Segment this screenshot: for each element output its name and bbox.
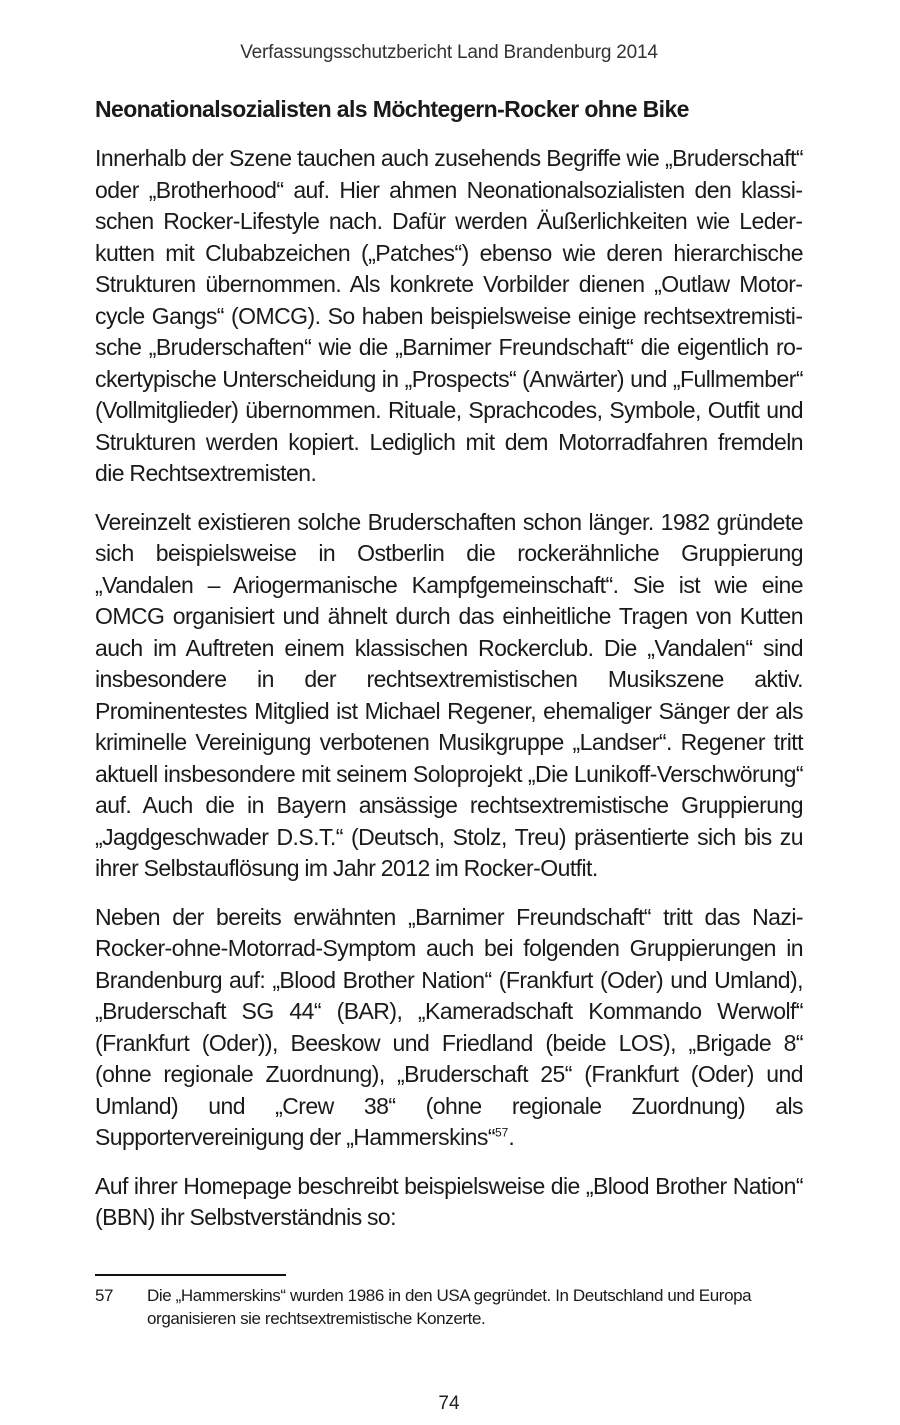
footnote [95,1284,803,1330]
section-heading: Neonationalsozialisten als Möchtegern-Rocker ohne Bike [95,96,689,122]
footnote-number: 57 [95,1286,114,1305]
body-text [95,143,803,1251]
footnote-separator [95,1274,286,1276]
paragraph-1: Innerhalb der Szene tauchen auch zusehends Begriffe wie „Bruderschaft“ oder „Brotherhood“ auf. Hier ahmen Neonationalsozialisten den klassischen Rocker-Lifestyle nach. Dafür werden Äußerlichkeiten wie Lederkutten mit Clubabzeichen („Patches“) ebenso wie deren hierarchische Strukturen übernommen. Als konkrete Vorbilder dienen „Outlaw Motorcycle Gangs“ (OMCG). So haben beispielsweise einige rechtsextremistische „Bruderschaften“ wie die „Barnimer Freundschaft“ die eigentlich rockertypische Unterscheidung in „Prospects“ (Anwärter) und „Fullmember“ (Vollmitglieder) übernommen. Rituale, Sprachcodes, Symbole, Outfit und Strukturen werden kopiert. Lediglich mit dem Motorradfahren fremdeln die Rechtsextremisten. [95,145,803,486]
document-page [95,0,803,1425]
paragraph-3-text: Neben der bereits erwähnten „Barnimer Freundschaft“ tritt das Nazi-Rocker-ohne-Motorrad-Symptom auch bei folgenden Gruppierungen in Brandenburg auf: „Blood Brother Nation“ (Frankfurt (Oder) und Umland), „Bruderschaft SG 44“ (BAR), „Kameradschaft Kommando Werwolf“ (Frankfurt (Oder)), Beeskow und Friedland (beide LOS), „Brigade 8“ (ohne regionale Zuordnung), „Bruderschaft 25“ (Frankfurt (Oder) und Umland) und „Crew 38“ (ohne regionale Zuordnung) als Supportervereinigung der „Hammerskins“ [95,903,803,1150]
paragraph-3 [95,902,803,1154]
footnote-reference[interactable]: 57 [494,1125,509,1140]
paragraph-4: Auf ihrer Homepage beschreibt beispielsweise die „Blood Brother Nation“ (BBN) ihr Selbstverständnis so: [95,1172,803,1230]
paragraph-3-tail: . [508,1124,515,1150]
running-header: Verfassungsschutzbericht Land Brandenburg 2014 [240,42,658,63]
paragraph-2: Vereinzelt existieren solche Bruderschaften schon länger. 1982 gründete sich beispielsweise in Ostberlin die rockerähnliche Gruppierung „Vandalen – Ariogermanische Kampfgemeinschaft“. Sie ist wie eine OMCG organisiert und ähnelt durch das einheitliche Tragen von Kutten auch im Auftreten einem klassischen Rockerclub. Die „Vandalen“ sind insbesondere in der rechtsextremistischen Musikszene aktiv. Prominentestes Mitglied ist Michael Regener, ehemaliger Sänger der als kriminelle Vereinigung verbotenen Musikgruppe „Landser“. Regener tritt aktuell insbesondere mit seinem Soloprojekt „Die Lunikoff-Verschwörung“ auf. Auch die in Bayern ansässige rechtsextremistische Gruppierung „Jagdgeschwader D.S.T.“ (Deutsch, Stolz, Treu) präsentierte sich bis zu ihrer Selbstauflösung im Jahr 2012 im Rocker-Outfit. [95,508,803,881]
page-number: 74 [438,1393,460,1414]
footnote-text: Die „Hammerskins“ wurden 1986 in den USA gegründet. In Deutschland und Europa organisieren sie rechtsextremistische Konzerte. [147,1286,752,1328]
